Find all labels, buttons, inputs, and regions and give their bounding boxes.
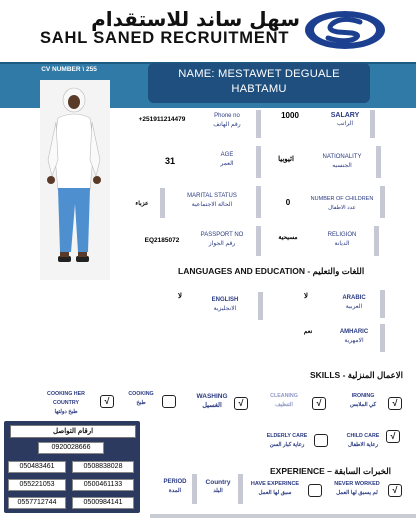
contact-number[interactable]: 055221053 [8, 479, 66, 491]
skill-checkbox-child-care[interactable]: √ [386, 430, 400, 443]
divider [380, 324, 385, 352]
salary-label: SALARY الراتب [330, 112, 360, 127]
english-label: ENGLISH الانجليزية [211, 297, 239, 312]
skill-checkbox-washing[interactable]: √ [234, 397, 248, 410]
skill-label-elderly-care: ELDERLY CARE رعاية كبار السن [266, 433, 308, 448]
divider [380, 290, 385, 318]
company-name-arabic: سهل ساند للاستقدام [91, 7, 300, 31]
religion-value: مسيحية [278, 235, 298, 241]
company-name-english: SAHL SANED RECRUITMENT [40, 29, 290, 47]
candidate-name-line1: NAME: MESTAWET DEGUALE [178, 68, 340, 80]
contact-number[interactable]: 0500984141 [72, 497, 134, 509]
skill-checkbox-ironing[interactable]: √ [388, 397, 402, 410]
languages-title: LANGUAGES AND EDUCATION - اللغات والتعليم [178, 266, 365, 276]
nationality-value: اثيوبيا [278, 156, 294, 163]
divider [374, 226, 379, 256]
nationality-label: NATIONALITY الجنسيه [322, 154, 362, 169]
experience-never-label: NEVER WORKED لم يسبق لها العمل [334, 481, 380, 496]
divider [376, 146, 381, 178]
skill-checkbox-cleaning[interactable]: √ [312, 397, 326, 410]
passport-value: EQ2185072 [144, 237, 180, 244]
religion-label: RELIGION الديانة [327, 232, 357, 247]
experience-title: EXPERIENCE – الخبرات السابقة [270, 466, 392, 476]
footer-bar [150, 514, 416, 518]
divider [238, 474, 243, 504]
english-value: لا [178, 293, 182, 300]
phone-value: +251911214479 [138, 116, 186, 123]
skill-label-ironing: IRONING كي الملابس [350, 393, 376, 408]
amharic-value: نعم [303, 329, 313, 335]
have-experience-checkbox[interactable] [308, 484, 322, 497]
company-logo-icon [302, 8, 388, 52]
divider [160, 188, 165, 218]
skills-title: SKILLS - الاعمال المنزلية [310, 370, 403, 380]
divider [370, 110, 375, 138]
divider [258, 292, 263, 320]
age-label: AGE العمر [220, 152, 234, 167]
candidate-photo [40, 80, 110, 280]
phone-label: Phone no رقم الهاتف [213, 113, 241, 128]
divider [256, 226, 261, 256]
divider [256, 186, 261, 218]
contact-number[interactable]: 0508838028 [72, 461, 134, 473]
marital-label: MARITAL STATUS الحالة الاجتماعية [187, 193, 237, 208]
skill-label-child-care: CHILD CARE رعاية الاطفال [346, 433, 380, 448]
cv-number: CV NUMBER \ 255 [41, 66, 97, 73]
salary-value: 1000 [281, 111, 299, 120]
arabic-label: ARABIC العربية [342, 295, 366, 310]
age-value: 31 [164, 156, 175, 166]
children-label: NUMBER OF CHILDREN عدد الاطفال [310, 196, 374, 211]
skill-checkbox-cooking-her-country[interactable]: √ [100, 395, 114, 408]
candidate-name-box [148, 63, 370, 103]
marital-value: عزباء [135, 201, 149, 207]
skill-checkbox-cooking[interactable] [162, 395, 176, 408]
contact-number[interactable]: 0557712744 [8, 497, 66, 509]
never-worked-checkbox[interactable]: √ [388, 484, 402, 497]
passport-label: PASSPORT NO رقم الجواز [200, 232, 244, 247]
amharic-label: AMHARIC الامهرية [339, 329, 369, 344]
contact-number[interactable]: 050483461 [8, 461, 66, 473]
skill-label-washing: WASHING الغسيل [196, 393, 228, 409]
skill-label-cleaning: CLEANING التنظيف [270, 393, 298, 408]
skill-label-cooking: COOKING طبخ [128, 391, 154, 406]
arabic-value: لا [304, 293, 308, 300]
experience-have-label: HAVE EXPERINCE سبق لها العمل [250, 481, 300, 496]
experience-period-label: PERIOD المدة [163, 479, 187, 494]
skill-label-cooking-her-country: COOKING HER COUNTRY طبخ دولتها [47, 391, 85, 415]
experience-country-label: Country البلد [205, 479, 231, 494]
contact-main-number[interactable]: 0920028666 [38, 442, 104, 454]
candidate-photo-frame [40, 80, 110, 280]
children-value: 0 [285, 198, 291, 207]
skill-checkbox-elderly-care[interactable] [314, 434, 328, 447]
candidate-name-line2: HABTAMU [231, 83, 287, 95]
divider [192, 474, 197, 504]
divider [380, 186, 385, 218]
divider [256, 110, 261, 138]
divider [256, 146, 261, 178]
contact-title: ارقام التواصل [10, 425, 136, 438]
contact-number[interactable]: 0500461133 [72, 479, 134, 491]
